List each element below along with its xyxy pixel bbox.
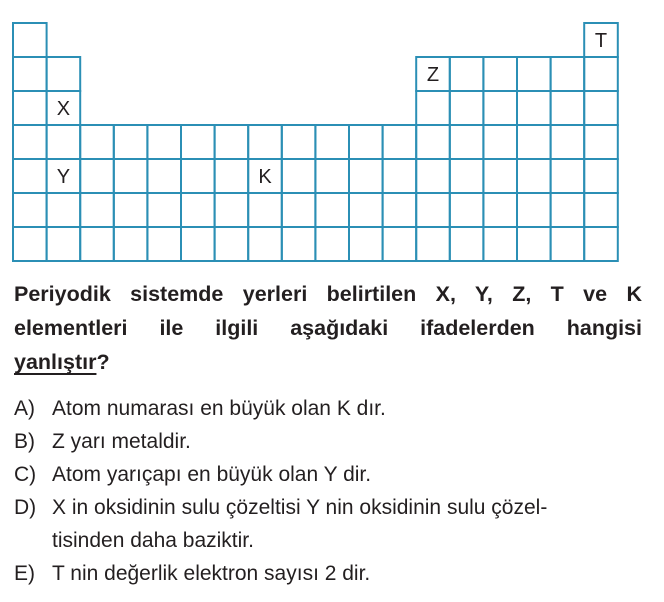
table-cell: [483, 159, 517, 193]
table-cell: [584, 125, 618, 159]
option-letter: C): [14, 463, 37, 486]
table-cell: [147, 193, 181, 227]
table-cell: [551, 227, 585, 261]
table-cell: [349, 159, 383, 193]
option-d[interactable]: [14, 491, 654, 524]
table-cell: [47, 57, 81, 91]
table-cell: [416, 91, 450, 125]
answer-options: [14, 392, 654, 590]
table-cell: [80, 159, 114, 193]
element-label-y: Y: [56, 166, 71, 188]
table-cell: [315, 227, 349, 261]
table-cell: [483, 125, 517, 159]
option-text: Z yarı metaldir.: [52, 430, 191, 453]
table-cell: [13, 91, 47, 125]
table-cell: [517, 57, 551, 91]
table-cell: [416, 125, 450, 159]
table-cell: [483, 91, 517, 125]
table-cell: [114, 125, 148, 159]
table-cell: [13, 23, 47, 57]
table-cell: [215, 227, 249, 261]
question-stem: [14, 277, 642, 379]
option-c[interactable]: [14, 458, 654, 491]
table-cell: [80, 193, 114, 227]
table-cell: [248, 227, 282, 261]
table-cell: [483, 57, 517, 91]
table-cell: [551, 125, 585, 159]
table-cell: [181, 125, 215, 159]
table-cell: [416, 227, 450, 261]
table-cell: [315, 193, 349, 227]
option-letter: A): [14, 397, 35, 420]
table-cell: [483, 193, 517, 227]
table-cell: [349, 193, 383, 227]
question-mark: ?: [96, 350, 110, 374]
table-cell: [517, 125, 551, 159]
table-cell: [282, 125, 316, 159]
table-cell: [315, 159, 349, 193]
table-cell: [47, 193, 81, 227]
table-cell: [450, 91, 484, 125]
table-cell: [80, 125, 114, 159]
option-text: Atom numarası en büyük olan K dır.: [52, 397, 386, 420]
element-label-t: T: [594, 30, 608, 52]
table-cell: [450, 227, 484, 261]
option-a[interactable]: [14, 392, 654, 425]
option-text: X in oksidinin sulu çözeltisi Y nin oksidinin sulu çözel-: [52, 496, 548, 519]
table-cell: [584, 159, 618, 193]
table-cell: [147, 159, 181, 193]
table-cell: [282, 227, 316, 261]
table-cell: [551, 57, 585, 91]
table-cell: [349, 125, 383, 159]
table-cell: [13, 159, 47, 193]
table-cell: [450, 57, 484, 91]
option-letter: D): [14, 496, 37, 519]
table-cell: [483, 227, 517, 261]
table-cell: [47, 125, 81, 159]
table-cell: [13, 57, 47, 91]
table-cell: [248, 193, 282, 227]
question-line-3: [14, 345, 642, 379]
table-cell: [215, 159, 249, 193]
table-cell: [551, 159, 585, 193]
table-cell: [13, 227, 47, 261]
table-cell: [248, 125, 282, 159]
table-cell: [13, 125, 47, 159]
question-line-1: Periyodik sistemde yerleri belirtilen X, Y, Z, T ve K: [14, 282, 642, 306]
table-cell: [383, 193, 417, 227]
table-cell: [13, 193, 47, 227]
option-d-continuation[interactable]: [14, 524, 654, 557]
option-text: T nin değerlik elektron sayısı 2 dir.: [52, 562, 371, 585]
table-cell: [450, 125, 484, 159]
table-cell: [450, 159, 484, 193]
question-keyword: yanlıştır: [14, 350, 97, 374]
table-cell: [147, 125, 181, 159]
table-cell: [181, 227, 215, 261]
option-letter: E): [14, 562, 35, 585]
table-cell: [114, 159, 148, 193]
table-cell: [383, 227, 417, 261]
table-cell: [517, 91, 551, 125]
table-cell: [282, 193, 316, 227]
table-cell: [416, 193, 450, 227]
table-cell: [181, 193, 215, 227]
option-text: Atom yarıçapı en büyük olan Y dir.: [52, 463, 372, 486]
option-b[interactable]: [14, 425, 654, 458]
table-cell: [181, 159, 215, 193]
table-cell: [215, 125, 249, 159]
table-cell: [517, 227, 551, 261]
periodic-table-grid: [0, 0, 664, 270]
table-cell: [47, 227, 81, 261]
option-letter: B): [14, 430, 35, 453]
table-cell: [551, 193, 585, 227]
table-cell: [584, 91, 618, 125]
table-cell: [517, 159, 551, 193]
table-cell: [349, 227, 383, 261]
table-cell: [450, 193, 484, 227]
table-cell: [416, 159, 450, 193]
question-line-2: elementleri ile ilgili aşağıdaki ifadelerden hangisi: [14, 316, 642, 340]
table-cell: [584, 227, 618, 261]
table-cell: [383, 159, 417, 193]
table-cell: [584, 57, 618, 91]
table-cell: [282, 159, 316, 193]
element-label-z: Z: [426, 64, 440, 86]
option-text-continuation: tisinden daha baziktir.: [52, 529, 254, 552]
table-cell: [584, 193, 618, 227]
table-cell: [383, 125, 417, 159]
table-cell: [114, 227, 148, 261]
table-cell: [114, 193, 148, 227]
table-cell: [80, 227, 114, 261]
table-cell: [147, 227, 181, 261]
element-label-x: X: [56, 98, 71, 120]
table-cell: [315, 125, 349, 159]
element-label-k: K: [258, 166, 272, 188]
table-cell: [215, 193, 249, 227]
table-cell: [517, 193, 551, 227]
table-cell: [551, 91, 585, 125]
option-e[interactable]: [14, 557, 654, 590]
